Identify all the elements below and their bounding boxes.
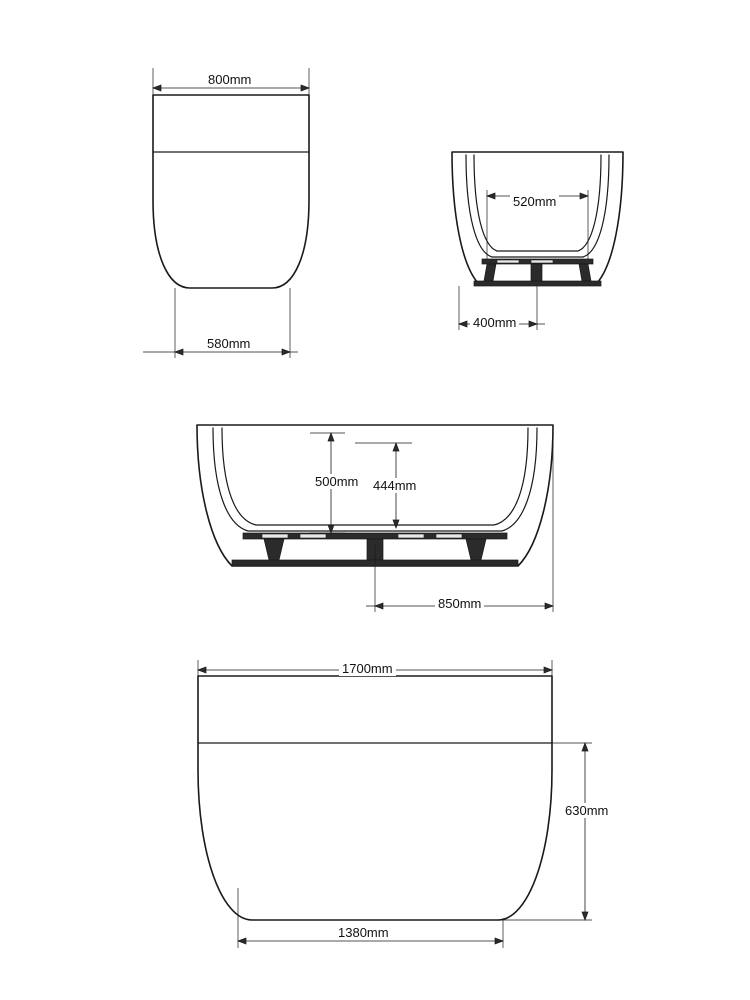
arrow-1700-left — [198, 667, 206, 673]
dimension-label-444: 444mm — [370, 478, 419, 493]
arrow-630-bottom — [582, 912, 588, 920]
dimension-label-500: 500mm — [312, 474, 361, 489]
arrow-580-left — [175, 349, 183, 355]
arrow-800-left — [153, 85, 161, 91]
middle-view — [197, 425, 553, 612]
arrow-1380-left — [238, 938, 246, 944]
dimension-label-630: 630mm — [562, 803, 611, 818]
arrow-580-right — [282, 349, 290, 355]
arrow-1380-right — [495, 938, 503, 944]
top-right-view — [452, 152, 623, 330]
bottom-view — [198, 660, 592, 948]
dimension-label-800: 800mm — [205, 72, 254, 87]
top-left-view — [143, 68, 309, 358]
dimension-label-400: 400mm — [470, 315, 519, 330]
arrow-1700-right — [544, 667, 552, 673]
tub-outline-top-left — [153, 95, 309, 288]
dimension-label-850: 850mm — [435, 596, 484, 611]
arrow-400-left — [459, 321, 467, 327]
arrow-850-right — [545, 603, 553, 609]
dimension-label-1700: 1700mm — [339, 661, 396, 676]
arrow-400-right — [529, 321, 537, 327]
arrow-630-top — [582, 743, 588, 751]
support-frame-top-right — [474, 259, 601, 286]
dimension-label-580: 580mm — [204, 336, 253, 351]
dimension-label-1380: 1380mm — [335, 925, 392, 940]
dimension-label-520: 520mm — [510, 194, 559, 209]
arrow-850-left — [375, 603, 383, 609]
arrow-800-right — [301, 85, 309, 91]
tub-outline-bottom — [198, 676, 552, 920]
